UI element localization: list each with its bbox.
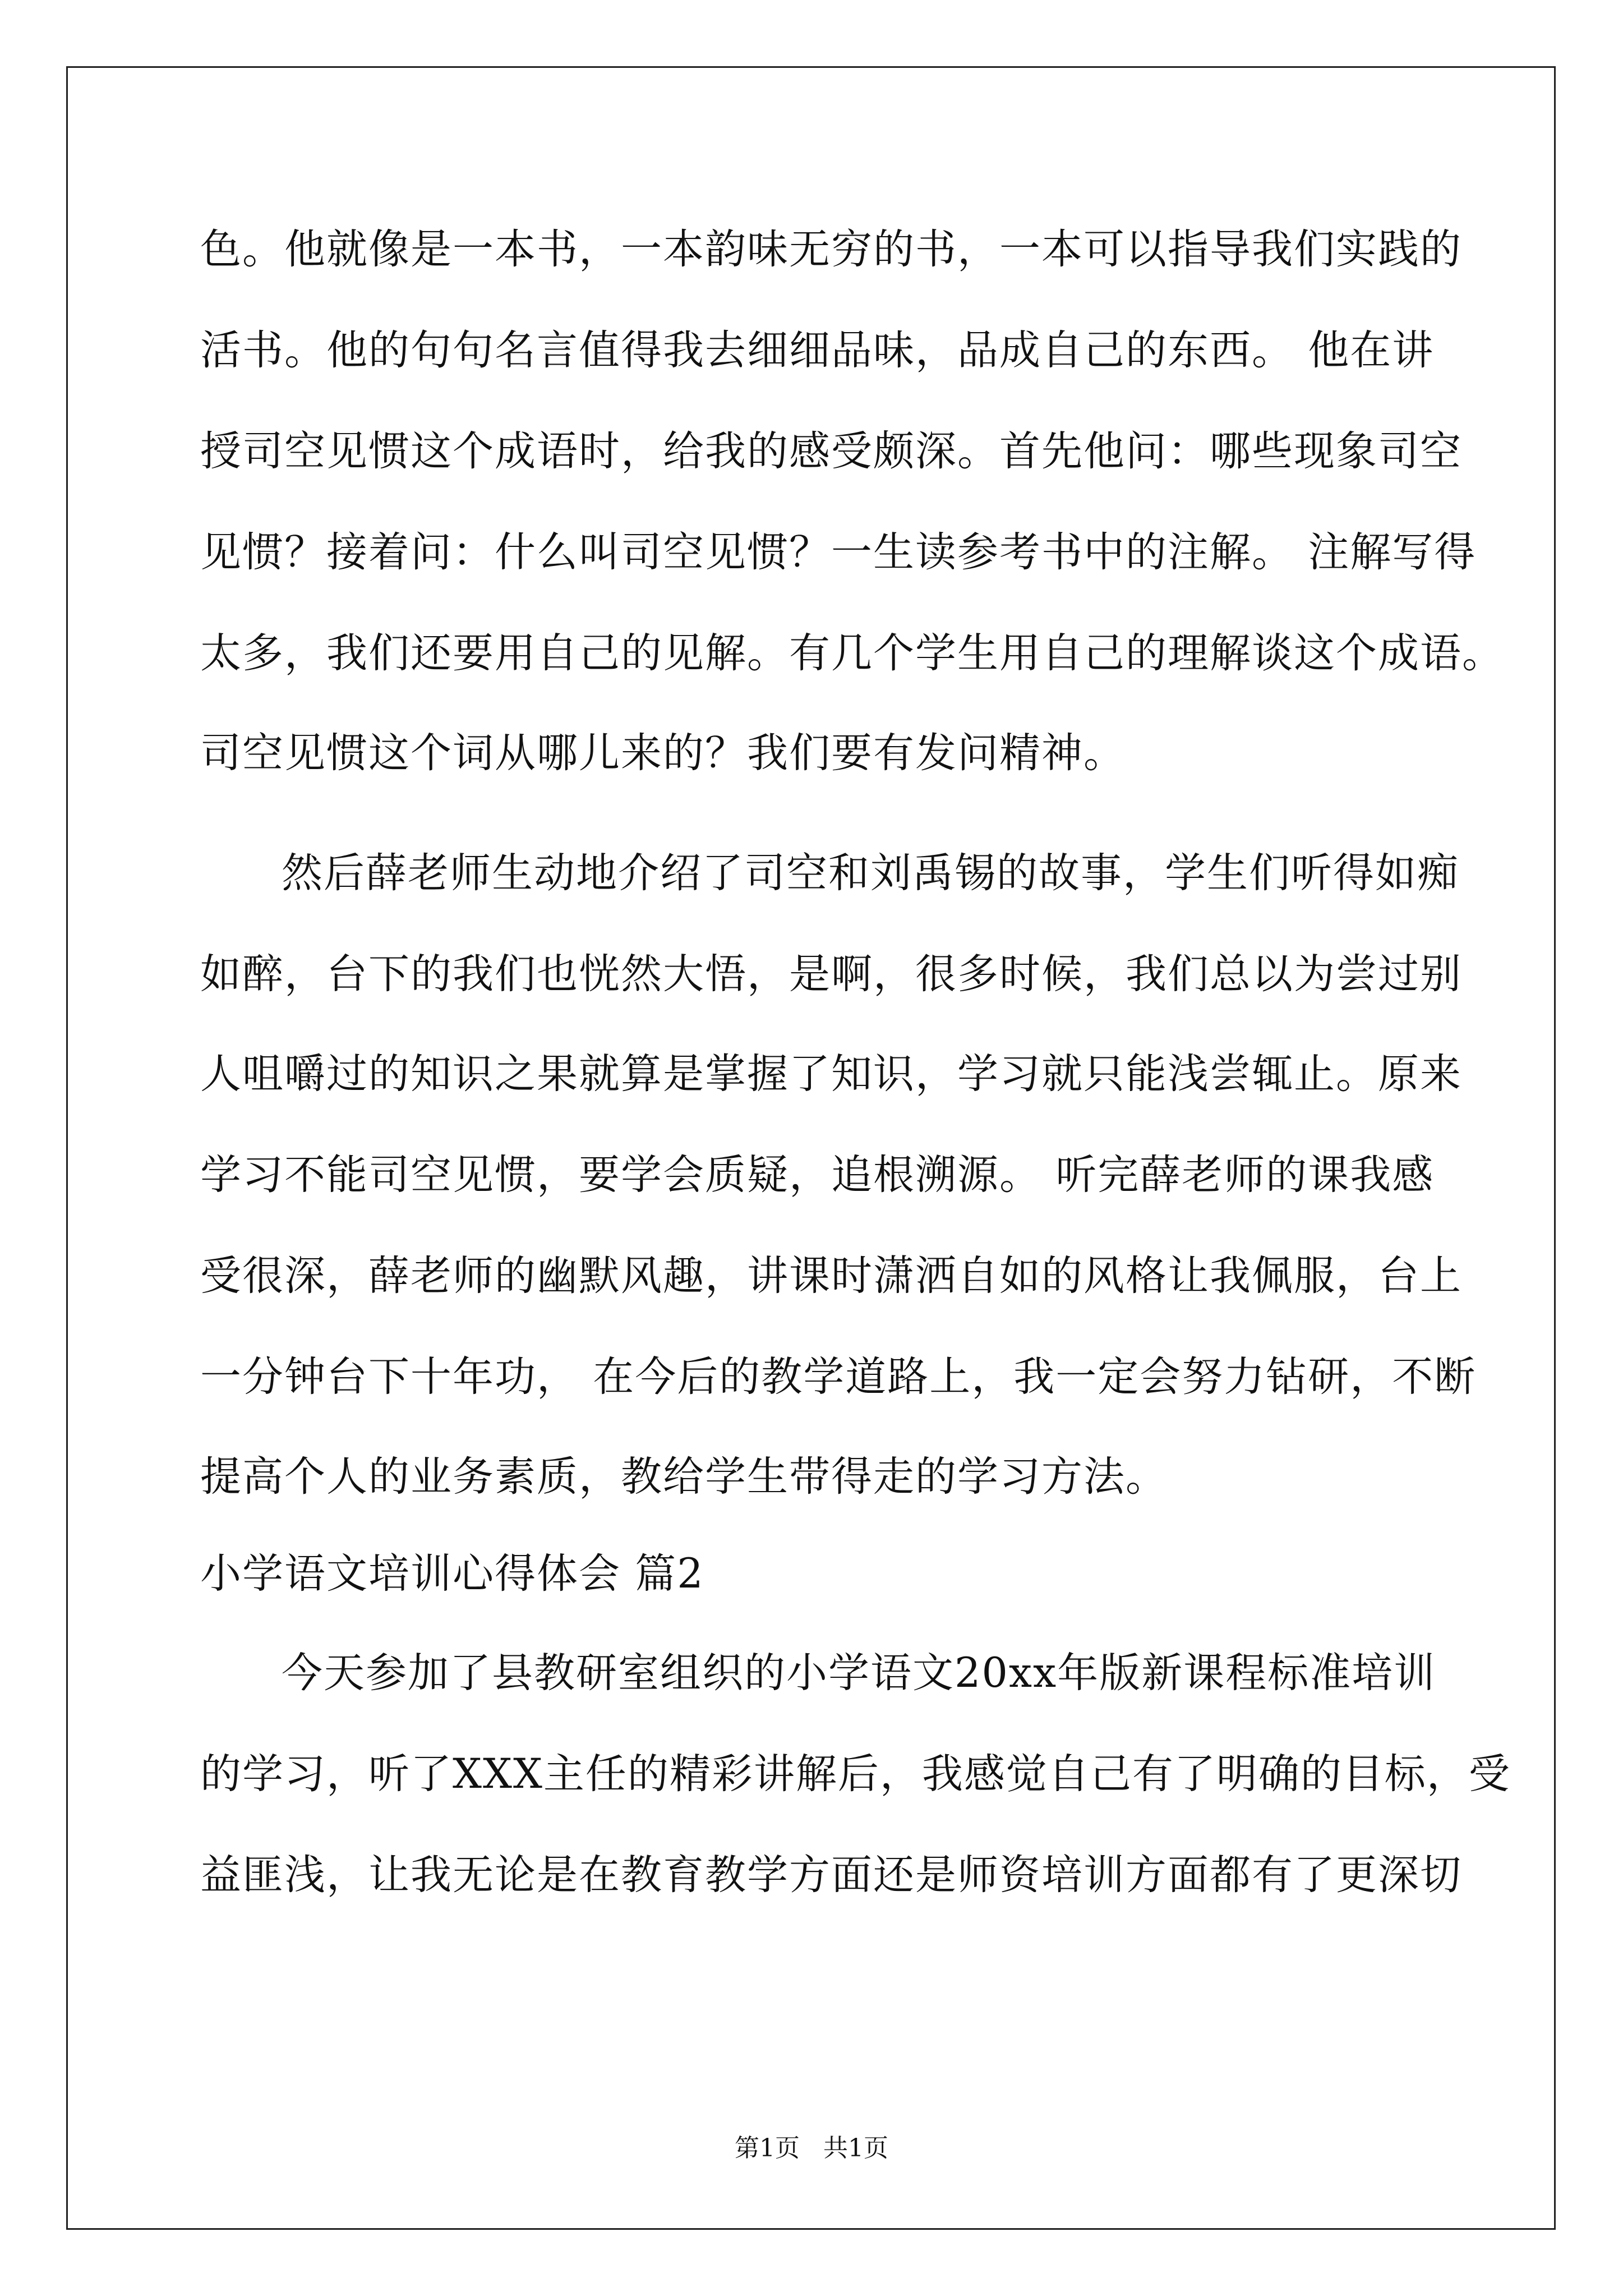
paragraph-1-line-4: 见惯？接着问：什么叫司空见惯？一生读参考书中的注解。 注解写得: [200, 528, 1477, 576]
paragraph-1-line-2: 活书。他的句句名言值得我去细细品味，品成自己的东西。 他在讲: [200, 326, 1435, 374]
paragraph-1-line-1: 色。他就像是一本书，一本韵味无穷的书，一本可以指导我们实践的: [200, 226, 1462, 273]
paragraph-2-line-6: 一分钟台下十年功， 在今后的教学道路上，我一定会努力钻研，不断: [200, 1353, 1477, 1401]
paragraph-2-line-3: 人咀嚼过的知识之果就算是掌握了知识，学习就只能浅尝辄止。原来: [200, 1050, 1462, 1098]
paragraph-1-line-3: 授司空见惯这个成语时，给我的感受颇深。首先他问：哪些现象司空: [200, 427, 1462, 475]
paragraph-3-line-1: 今天参加了县教研室组织的小学语文20xx年版新课程标准培训: [282, 1649, 1436, 1697]
paragraph-2-line-7: 提高个人的业务素质，教给学生带得走的学习方法。: [200, 1453, 1168, 1501]
paragraph-3-line-2: 的学习，听了XXX主任的精彩讲解后，我感觉自己有了明确的目标，受: [200, 1750, 1511, 1798]
paragraph-1-line-5: 太多，我们还要用自己的见解。有几个学生用自己的理解谈这个成语。: [200, 629, 1504, 677]
paragraph-3-line-3: 益匪浅，让我无论是在教育教学方面还是师资培训方面都有了更深切: [200, 1851, 1462, 1899]
paragraph-2-line-1: 然后薛老师生动地介绍了司空和刘禹锡的故事，学生们听得如痴: [282, 849, 1459, 897]
paragraph-2-line-5: 受很深，薛老师的幽默风趣，讲课时潇洒自如的风格让我佩服，台上: [200, 1252, 1462, 1300]
paragraph-2-line-4: 学习不能司空见惯，要学会质疑，追根溯源。 听完薛老师的课我感: [200, 1151, 1435, 1199]
paragraph-2-line-2: 如醉，台下的我们也恍然大悟，是啊，很多时候，我们总以为尝过别: [200, 950, 1462, 998]
paragraph-1-line-6: 司空见惯这个词从哪儿来的？我们要有发问精神。: [200, 729, 1126, 777]
page-number-footer: 第1页 共1页: [735, 2134, 888, 2162]
section-heading: 小学语文培训心得体会 篇2: [200, 1550, 704, 1598]
